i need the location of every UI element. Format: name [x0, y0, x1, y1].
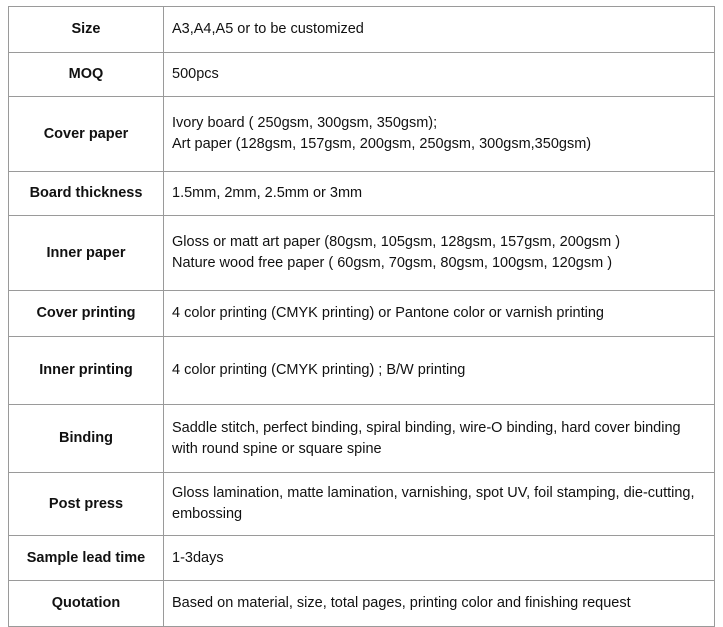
row-label: MOQ — [9, 53, 164, 97]
row-label: Binding — [9, 405, 164, 473]
value-line: 4 color printing (CMYK printing) ; B/W printing — [172, 362, 466, 378]
row-value — [164, 473, 715, 536]
row-value — [164, 337, 715, 405]
row-label: Sample lead time — [9, 536, 164, 581]
table-row-inner-paper — [9, 216, 715, 291]
row-value — [164, 7, 715, 53]
row-value — [164, 581, 715, 627]
value-line: Ivory board ( 250gsm, 300gsm, 350gsm); — [172, 115, 438, 131]
value-line: Gloss lamination, matte lamination, varnishing, spot UV, foil stamping, die-cutting, embossing — [172, 485, 695, 522]
table-row-quotation — [9, 581, 715, 627]
row-label: Quotation — [9, 581, 164, 627]
value-line: Art paper (128gsm, 157gsm, 200gsm, 250gsm, 300gsm,350gsm) — [172, 136, 592, 152]
row-value — [164, 216, 715, 291]
row-label: Cover printing — [9, 291, 164, 337]
value-line: A3,A4,A5 or to be customized — [172, 21, 364, 37]
table-row-board-thickness — [9, 172, 715, 216]
value-line: 1-3days — [172, 549, 224, 566]
row-label: Inner printing — [9, 337, 164, 405]
product-spec-table — [8, 6, 715, 627]
row-value — [164, 536, 715, 581]
row-value — [164, 172, 715, 216]
row-label: Size — [9, 7, 164, 53]
value-line: 500pcs — [172, 66, 219, 82]
value-line: 1.5mm, 2mm, 2.5mm or 3mm — [172, 185, 363, 201]
table-row-size — [9, 7, 715, 53]
table-row-binding — [9, 405, 715, 473]
table-row-moq — [9, 53, 715, 97]
table-row-post-press — [9, 473, 715, 536]
row-value — [164, 291, 715, 337]
row-label: Inner paper — [9, 216, 164, 291]
row-label: Post press — [9, 473, 164, 536]
row-label: Board thickness — [9, 172, 164, 216]
table-row-sample-lead-time — [9, 536, 715, 581]
row-value — [164, 97, 715, 172]
value-line: 4 color printing (CMYK printing) or Pantone color or varnish printing — [172, 305, 604, 321]
table-row-cover-paper — [9, 97, 715, 172]
table-row-cover-printing — [9, 291, 715, 337]
table-row-inner-printing — [9, 337, 715, 405]
value-line: Gloss or matt art paper (80gsm, 105gsm, 128gsm, 157gsm, 200gsm ) — [172, 234, 621, 250]
value-line: Nature wood free paper ( 60gsm, 70gsm, 80gsm, 100gsm, 120gsm ) — [172, 255, 613, 271]
value-line: Saddle stitch, perfect binding, spiral binding, wire-O binding, hard cover binding with round spine or square spine — [172, 419, 681, 457]
value-line: Based on material, size, total pages, printing color and finishing request — [172, 595, 631, 611]
row-label: Cover paper — [9, 97, 164, 172]
row-value — [164, 53, 715, 97]
row-value — [164, 405, 715, 473]
